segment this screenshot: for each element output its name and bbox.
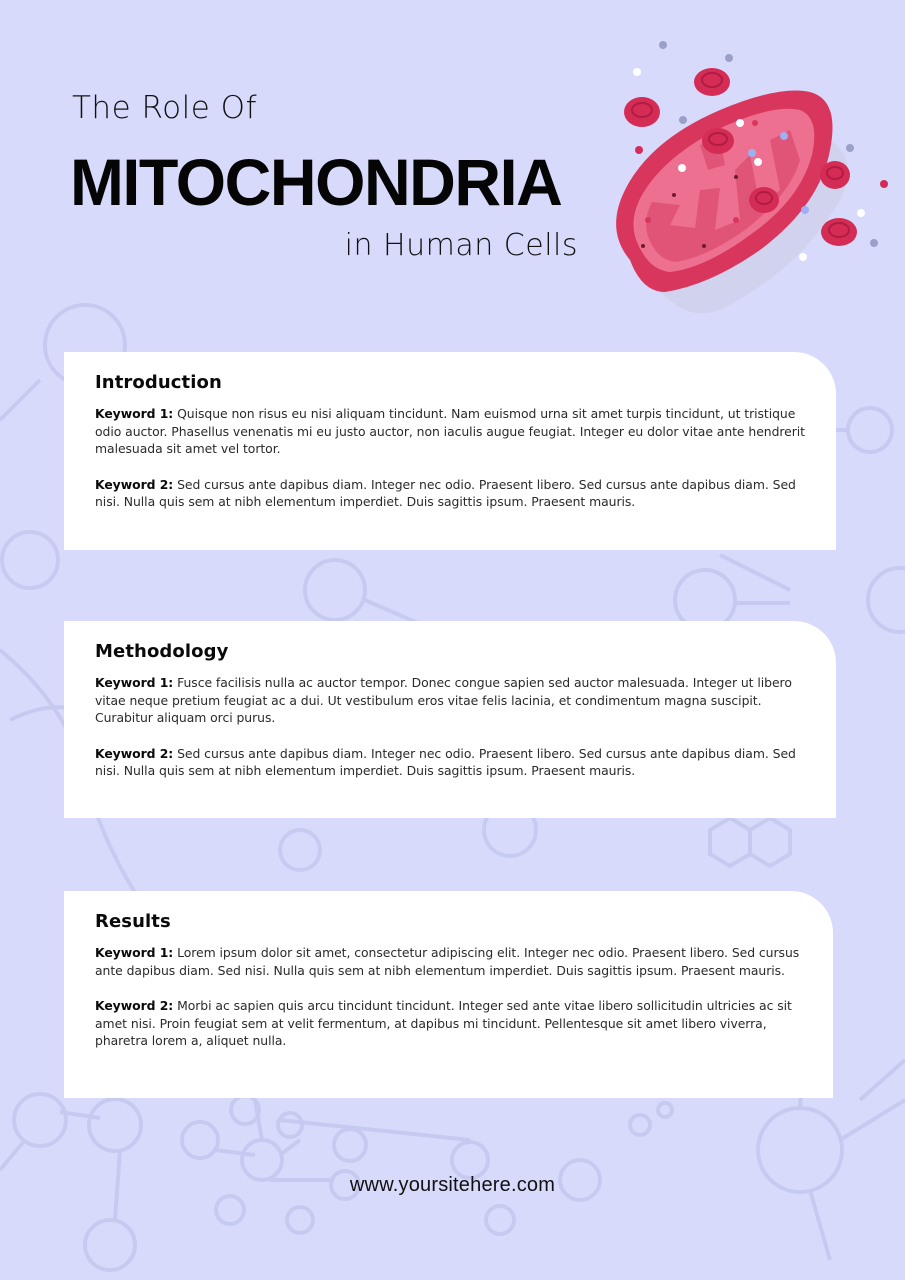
- section-card-results: [64, 891, 833, 1098]
- section-heading: Results: [95, 911, 171, 932]
- paragraph-text: Quisque non risus eu nisi aliquam tincidunt. Nam euismod urna sit amet turpis tincidunt, ut tristique odio auctor. Phasellus venenatis mi eu justo auctor, non iaculis augue feugiat. Integer eu dolor vitae ante hendrerit malesuada sit amet vel tortor.: [95, 406, 805, 456]
- keyword-label: Keyword 2:: [95, 998, 174, 1013]
- paragraph-text: Fusce facilisis nulla ac auctor tempor. Donec congue sapien sed auctor malesuada. Integer ut libero vitae neque pretium feugiat ac a dui. Ut vestibulum eros vitae felis lacinia, et condimentum magna suscipit. Curabitur aliquam orci purus.: [95, 675, 792, 725]
- paragraph-text: Morbi ac sapien quis arcu tincidunt tincidunt. Integer sed ante vitae libero sollicitudin ultricies ac sit amet nisi. Proin feugiat sem at velit fermentum, at dapibus mi tincidunt. Pellentesque sit amet libero viverra, pharetra lorem a, aliquet nulla.: [95, 998, 792, 1048]
- paragraph-text: Sed cursus ante dapibus diam. Integer nec odio. Praesent libero. Sed cursus ante dapibus diam. Sed nisi. Nulla quis sem at nibh elementum imperdiet. Duis sagittis ipsum. Praesent mauris.: [95, 476, 796, 509]
- paragraph-text: Lorem ipsum dolor sit amet, consectetur adipiscing elit. Integer nec odio. Praesent libero. Sed cursus ante dapibus diam. Sed nisi. Nulla quis sem at nibh elementum imperdiet. Duis sagittis ipsum. Praesent mauris.: [95, 945, 800, 978]
- section-heading: Introduction: [95, 372, 222, 393]
- section-paragraph: [95, 674, 806, 727]
- section-paragraph: [95, 745, 806, 780]
- keyword-label: Keyword 2:: [95, 476, 174, 492]
- keyword-label: Keyword 1:: [95, 406, 174, 421]
- section-paragraph: [95, 997, 803, 1050]
- paragraph-text: Sed cursus ante dapibus diam. Integer nec odio. Praesent libero. Sed cursus ante dapibus diam. Sed nisi. Nulla quis sem at nibh elementum imperdiet. Duis sagittis ipsum. Praesent mauris.: [95, 745, 796, 778]
- title-suffix: in Human Cells: [344, 228, 578, 263]
- section-card-methodology: [64, 621, 836, 818]
- section-paragraph: [95, 405, 806, 458]
- keyword-label: Keyword 1:: [95, 945, 174, 960]
- title-main: MITOCHONDRIA: [70, 145, 562, 219]
- section-card-introduction: [64, 352, 836, 550]
- keyword-label: Keyword 1:: [95, 675, 174, 690]
- title-prefix: The Role Of: [72, 90, 257, 126]
- mitochondria-illustration-icon: [600, 30, 905, 340]
- section-paragraph: [95, 476, 806, 511]
- section-paragraph: [95, 944, 803, 979]
- footer-website-link[interactable]: www.yoursitehere.com: [349, 1174, 556, 1196]
- section-heading: Methodology: [95, 641, 229, 662]
- keyword-label: Keyword 2:: [95, 745, 174, 761]
